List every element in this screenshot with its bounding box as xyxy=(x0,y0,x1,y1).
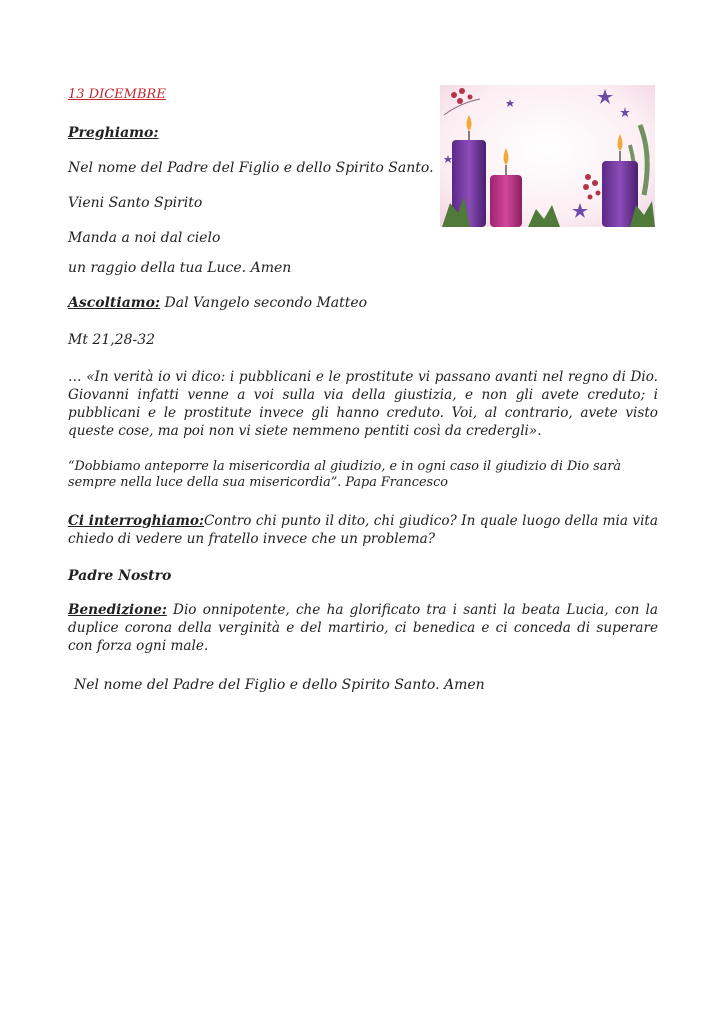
date-title: 13 DICEMBRE xyxy=(68,87,166,102)
ascoltiamo-line xyxy=(68,294,367,312)
interroghiamo-paragraph xyxy=(68,512,658,548)
prayer-line-1: Nel nome del Padre del Figlio e dello Spirito Santo. xyxy=(68,160,434,176)
prayer-line-3: Manda a noi dal cielo xyxy=(68,230,221,246)
ascoltiamo-heading: Ascoltiamo: xyxy=(68,295,161,311)
benedizione-text: Dio onnipotente, che ha glorificato tra i santi la beata Lucia, con la duplice corona della verginità e del martirio, ci benedica e ci conceda di superare con forza ogni male. xyxy=(68,602,658,654)
prayer-line-2: Vieni Santo Spirito xyxy=(68,195,203,211)
prayer-line-4: un raggio della tua Luce. Amen xyxy=(68,260,292,276)
candle-purple-right xyxy=(602,161,638,227)
gospel-reference: Mt 21,28-32 xyxy=(68,332,156,348)
padre-nostro: Padre Nostro xyxy=(68,568,172,584)
ascoltiamo-text: Dal Vangelo secondo Matteo xyxy=(160,295,368,311)
preghiamo-heading: Preghiamo: xyxy=(68,125,159,141)
pope-quote: “Dobbiamo anteporre la misericordia al giudizio, e in ogni caso il giudizio di Dio sarà sempre nella luce della sua misericordia”. Papa Francesco xyxy=(68,459,622,490)
interroghiamo-heading: Ci interroghiamo: xyxy=(68,513,204,529)
closing-line: Nel nome del Padre del Figlio e dello Spirito Santo. Amen xyxy=(74,677,485,693)
interroghiamo-text: Contro chi punto il dito, chi giudico? In quale luogo della mia vita chiedo di vedere un fratello invece che un problema? xyxy=(68,513,658,547)
gospel-text: … «In verità io vi dico: i pubblicani e le prostitute vi passano avanti nel regno di Dio. Giovanni infatti venne a voi sulla via della giustizia, e non gli avete creduto; i pubblicani e le prostitute invece gli hanno creduto. Voi, al contrario, avete visto queste cose, ma poi non vi siete nemmeno pentiti così da credergli». xyxy=(68,369,658,439)
advent-candles-illustration xyxy=(440,85,655,227)
benedizione-heading: Benedizione: xyxy=(68,602,167,618)
benedizione-paragraph xyxy=(68,601,658,655)
candle-pink-middle xyxy=(490,175,522,227)
